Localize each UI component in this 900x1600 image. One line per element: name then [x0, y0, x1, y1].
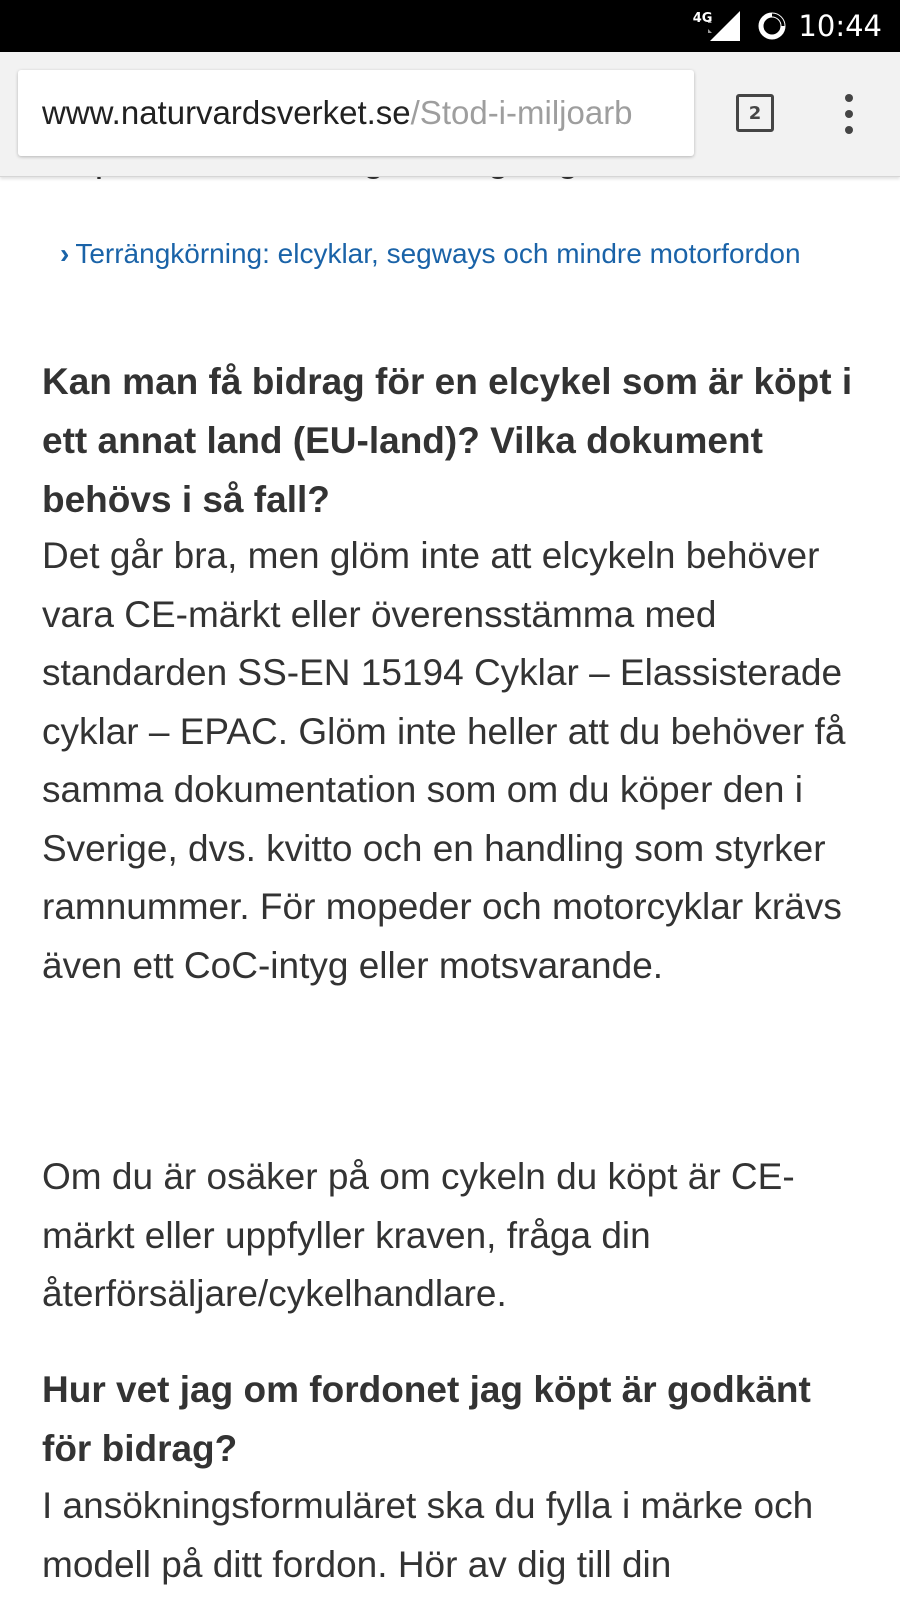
section-heading: Hur vet jag om fordonet jag köpt är godkänt för bidrag? [42, 1369, 811, 1469]
menu-dot [845, 126, 853, 134]
overflow-menu-icon[interactable] [836, 94, 862, 134]
status-bar [0, 0, 900, 52]
clock: 10:44 [798, 9, 882, 43]
network-type-label: 4G [692, 10, 713, 26]
url-text[interactable] [42, 70, 633, 156]
menu-dot [845, 110, 853, 118]
section-paragraph: I ansökningsformuläret ska du fylla i märke och modell på ditt fordon. Hör av dig till din [42, 1485, 814, 1585]
tab-count: 2 [748, 102, 762, 124]
sync-icon [756, 10, 788, 42]
status-icons [693, 0, 882, 52]
section-heading: Kan man få bidrag för en elcykel som är köpt i ett annat land (EU-land)? Vilka dokument behövs i så fall? [42, 361, 853, 520]
address-bar[interactable] [18, 70, 694, 156]
tabs-icon[interactable] [736, 94, 774, 132]
section-paragraph: Om du är osäker på om cykeln du köpt är CE-märkt eller uppfyller kraven, fråga din återförsäljare/cykelhandlare. [42, 1156, 795, 1314]
related-link[interactable] [60, 232, 820, 276]
section-paragraph: Det går bra, men glöm inte att elcykeln behöver vara CE-märkt eller överensstämma med standarden SS-EN 15194 Cyklar – Elassisterade cyklar – EPAC. Glöm inte heller att du behöver få samma dokumentation som om du köper den i Sverige, dvs. kvitto och en handling som styrker ramnummer. För mopeder och motorcyklar krävs även ett CoC-intyg eller motsvarande. [42, 535, 846, 986]
url-host: www.naturvardsverket.se [42, 94, 411, 131]
url-path: /Stod-i-miljoarb [410, 94, 633, 131]
chevron-right-icon: › [60, 238, 70, 269]
related-link-text[interactable]: Terrängkörning: elcyklar, segways och mindre motorfordon [75, 238, 801, 269]
menu-dot [845, 94, 853, 102]
